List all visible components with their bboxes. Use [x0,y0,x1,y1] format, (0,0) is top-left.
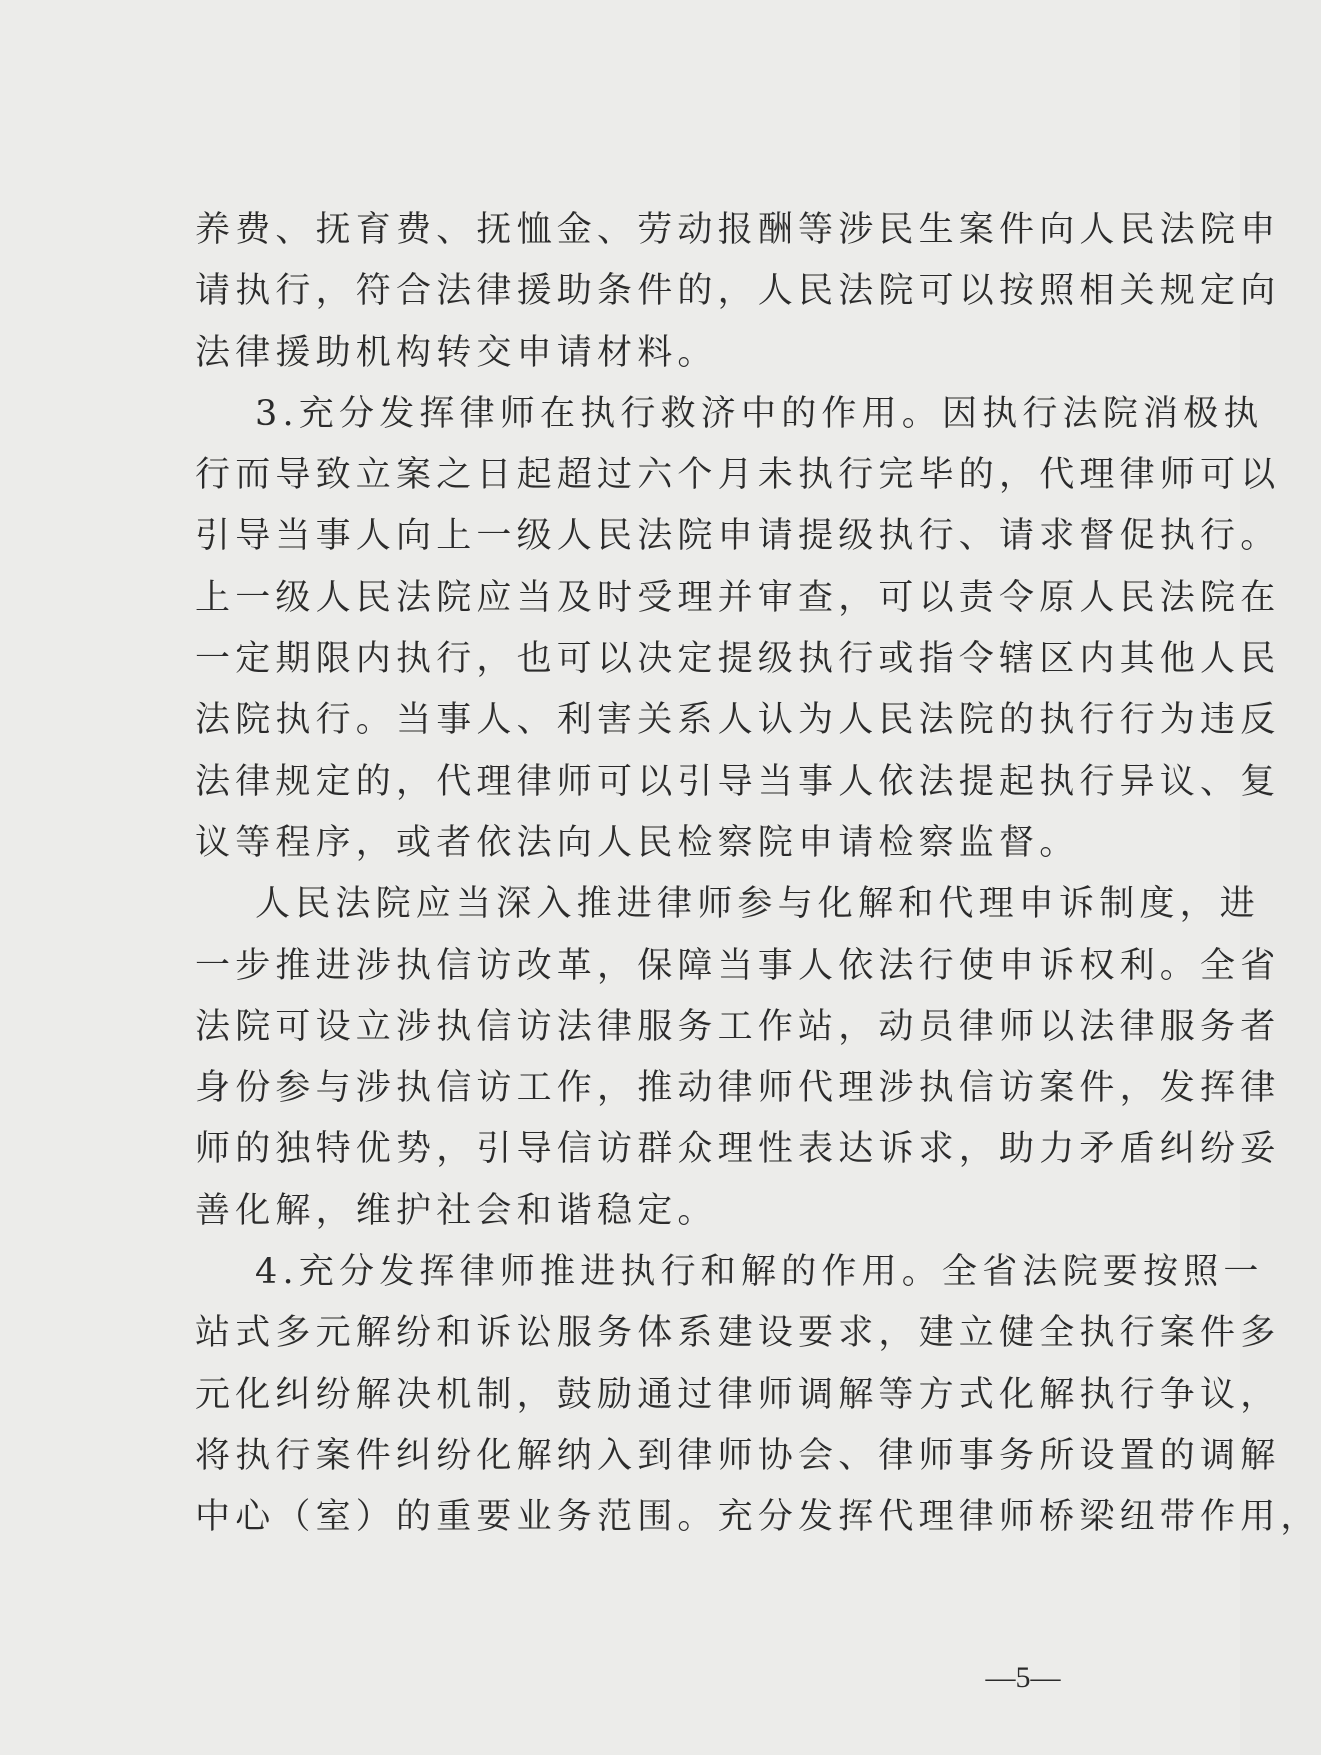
text-line: 师的独特优势，引导信访群众理性表达诉求，助力矛盾纠纷妥 [195,1129,1281,1170]
text-line: 法律规定的，代理律师可以引导当事人依法提起执行异议、复 [195,761,1281,802]
text-line: 将执行案件纠纷化解纳入到律师协会、律师事务所设置的调解 [195,1435,1281,1476]
page-number: —5— [985,1661,1061,1694]
text-line: 中心（室）的重要业务范围。充分发挥代理律师桥梁纽带作用， [195,1497,1321,1538]
text-line: 善化解，维护社会和谐稳定。 [195,1190,718,1231]
text-line: 养费、抚育费、抚恤金、劳动报酬等涉民生案件向人民法院申 [195,210,1281,250]
text-line: 议等程序，或者依法向人民检察院申请检察监督。 [195,822,1080,863]
text-line: 法院可设立涉执信访法律服务工作站，动员律师以法律服务者 [195,1006,1281,1047]
text-line: 引导当事人向上一级人民法院申请提级执行、请求督促执行。 [195,516,1281,557]
text-line: 4.充分发挥律师推进执行和解的作用。全省法院要按照一 [255,1252,1264,1293]
text-line: 站式多元解纷和诉讼服务体系建设要求，建立健全执行案件多 [195,1313,1281,1354]
text-line: 一定期限内执行，也可以决定提级执行或指令辖区内其他人民 [195,639,1281,680]
text-line: 人民法院应当深入推进律师参与化解和代理申诉制度，进 [255,884,1261,925]
body-text [195,200,1321,1549]
text-line: 3.充分发挥律师在执行救济中的作用。因执行法院消极执 [255,393,1264,434]
text-line: 元化纠纷解决机制，鼓励通过律师调解等方式化解执行争议， [195,1374,1281,1415]
text-line: 行而导致立案之日起超过六个月未执行完毕的，代理律师可以 [195,455,1281,496]
text-line: 一步推进涉执信访改革，保障当事人依法行使申诉权利。全省 [195,945,1281,986]
text-line: 身份参与涉执信访工作，推动律师代理涉执信访案件，发挥律 [195,1068,1281,1109]
text-line: 法院执行。当事人、利害关系人认为人民法院的执行行为违反 [195,700,1281,741]
text-line: 上一级人民法院应当及时受理并审查，可以责令原人民法院在 [195,577,1281,618]
text-line: 法律援助机构转交申请材料。 [195,332,718,373]
text-line: 请执行，符合法律援助条件的，人民法院可以按照相关规定向 [195,271,1281,312]
